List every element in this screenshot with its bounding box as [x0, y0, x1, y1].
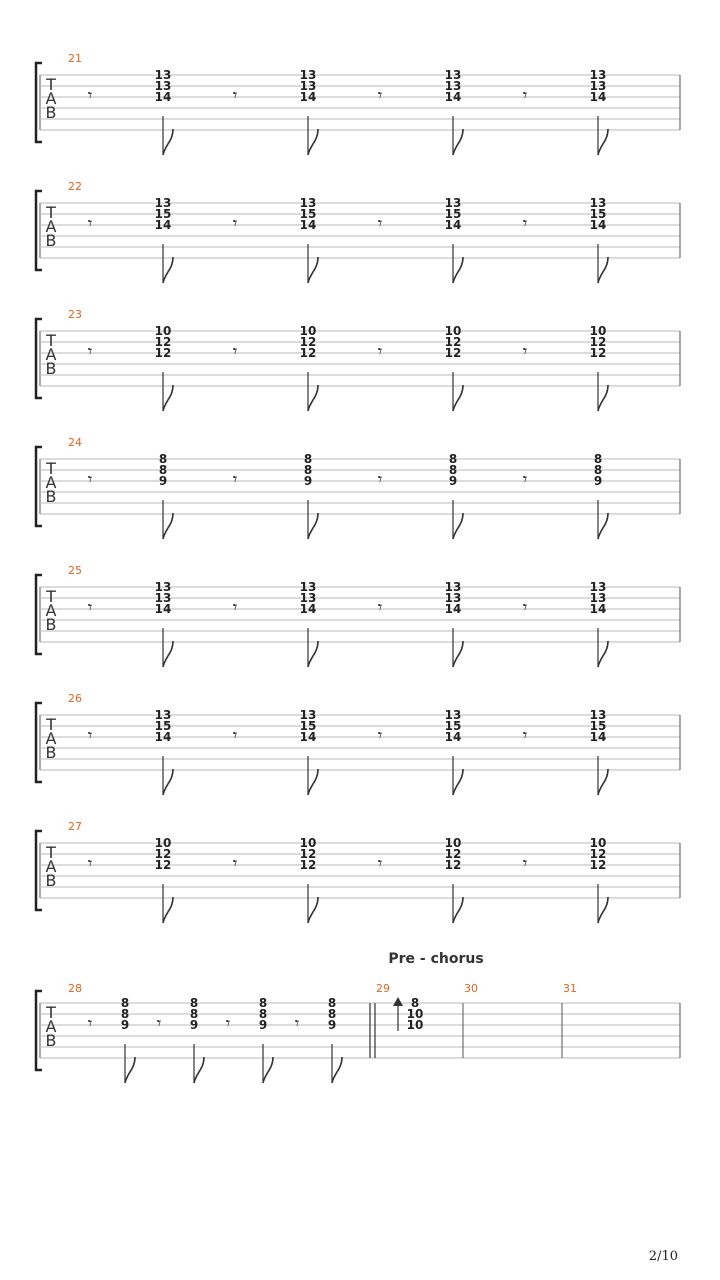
fret-number: 13 — [589, 591, 607, 605]
note-flag — [453, 129, 463, 155]
note-flag — [598, 641, 608, 667]
fret-number: 12 — [589, 858, 607, 872]
note-flag — [163, 641, 173, 667]
fret-number: 13 — [444, 68, 462, 82]
note-flag — [194, 1057, 204, 1083]
fret-number: 8 — [327, 996, 337, 1010]
tab-system — [36, 436, 680, 539]
fret-number: 12 — [299, 346, 317, 360]
measure-number: 22 — [68, 180, 82, 193]
eighth-rest: 𝄾 — [377, 598, 383, 618]
tab-clef-letter: A — [45, 729, 57, 748]
eighth-rest: 𝄾 — [377, 86, 383, 106]
eighth-rest: 𝄾 — [232, 726, 238, 746]
note-flag — [598, 897, 608, 923]
fret-number: 8 — [189, 996, 199, 1010]
fret-number: 12 — [154, 858, 172, 872]
eighth-rest: 𝄾 — [522, 854, 528, 874]
fret-number: 13 — [154, 196, 172, 210]
tab-clef-letter: A — [45, 89, 57, 108]
note-flag — [125, 1057, 135, 1083]
tab-clef-letter: A — [45, 473, 57, 492]
tab-clef-letter: A — [45, 857, 57, 876]
eighth-rest: 𝄾 — [522, 342, 528, 362]
measure-number: 27 — [68, 820, 82, 833]
fret-number: 8 — [303, 463, 313, 477]
fret-number: 10 — [589, 836, 607, 850]
eighth-rest: 𝄾 — [156, 1014, 162, 1034]
fret-number: 10 — [589, 324, 607, 338]
section-label: Pre - chorus — [388, 951, 484, 967]
fret-number: 13 — [154, 591, 172, 605]
tab-system — [36, 692, 680, 795]
fret-number: 14 — [154, 90, 172, 104]
tab-clef-letter: T — [46, 203, 56, 222]
fret-number: 13 — [589, 196, 607, 210]
fret-number: 13 — [299, 591, 317, 605]
eighth-rest: 𝄾 — [377, 854, 383, 874]
tab-clef-letter: A — [45, 217, 57, 236]
measure-number: 26 — [68, 692, 82, 705]
upstroke-arrowhead — [393, 997, 403, 1006]
note-flag — [598, 769, 608, 795]
note-flag — [598, 385, 608, 411]
fret-number: 12 — [444, 858, 462, 872]
fret-number: 13 — [444, 580, 462, 594]
note-flag — [598, 513, 608, 539]
fret-number: 8 — [448, 463, 458, 477]
note-flag — [453, 769, 463, 795]
fret-number: 9 — [303, 474, 313, 488]
fret-number: 8 — [303, 452, 313, 466]
eighth-rest: 𝄾 — [87, 1014, 93, 1034]
tab-system — [36, 820, 680, 923]
tab-clef-letter: B — [45, 871, 57, 890]
note-flag — [453, 641, 463, 667]
note-flag — [308, 385, 318, 411]
tab-clef-letter: T — [46, 1003, 56, 1022]
tab-clef-letter: A — [45, 1017, 57, 1036]
fret-number: 12 — [444, 335, 462, 349]
fret-number: 9 — [158, 474, 168, 488]
fret-number: 8 — [158, 452, 168, 466]
fret-number: 13 — [299, 580, 317, 594]
fret-number: 12 — [299, 847, 317, 861]
fret-number: 14 — [589, 730, 607, 744]
eighth-rest: 𝄾 — [522, 470, 528, 490]
fret-number: 12 — [154, 847, 172, 861]
tab-clef-letter: T — [46, 587, 56, 606]
fret-number: 14 — [299, 602, 317, 616]
tab-clef-letter: T — [46, 715, 56, 734]
fret-number: 13 — [299, 79, 317, 93]
fret-number: 10 — [154, 836, 172, 850]
fret-number: 15 — [299, 207, 317, 221]
fret-number: 13 — [299, 708, 317, 722]
eighth-rest: 𝄾 — [87, 598, 93, 618]
fret-number: 14 — [154, 730, 172, 744]
fret-number: 9 — [189, 1018, 199, 1032]
eighth-rest: 𝄾 — [522, 726, 528, 746]
tab-system — [36, 180, 680, 283]
page-number: 2/10 — [648, 1249, 678, 1264]
fret-number: 13 — [154, 580, 172, 594]
note-flag — [163, 769, 173, 795]
eighth-rest: 𝄾 — [232, 470, 238, 490]
note-flag — [308, 641, 318, 667]
eighth-rest: 𝄾 — [232, 214, 238, 234]
measure-number: 31 — [563, 982, 577, 995]
fret-number: 9 — [258, 1018, 268, 1032]
fret-number: 15 — [154, 207, 172, 221]
fret-number: 13 — [589, 708, 607, 722]
eighth-rest: 𝄾 — [232, 86, 238, 106]
note-flag — [163, 385, 173, 411]
tab-clef-letter: B — [45, 103, 57, 122]
fret-number: 13 — [444, 196, 462, 210]
tab-clef-letter: T — [46, 331, 56, 350]
fret-number: 10 — [444, 324, 462, 338]
fret-number: 8 — [327, 1007, 337, 1021]
fret-number: 8 — [593, 452, 603, 466]
tab-clef-letter: B — [45, 743, 57, 762]
eighth-rest: 𝄾 — [232, 342, 238, 362]
tab-clef-letter: B — [45, 615, 57, 634]
fret-number: 13 — [589, 79, 607, 93]
fret-number: 10 — [299, 836, 317, 850]
fret-number: 13 — [444, 708, 462, 722]
note-flag — [453, 513, 463, 539]
fret-number: 12 — [299, 858, 317, 872]
fret-number: 13 — [589, 68, 607, 82]
fret-number: 13 — [154, 708, 172, 722]
fret-number: 12 — [154, 335, 172, 349]
eighth-rest: 𝄾 — [87, 726, 93, 746]
fret-number: 8 — [448, 452, 458, 466]
fret-number: 14 — [444, 90, 462, 104]
tab-clef-letter: B — [45, 487, 57, 506]
note-flag — [163, 513, 173, 539]
fret-number: 12 — [444, 346, 462, 360]
eighth-rest: 𝄾 — [522, 86, 528, 106]
fret-number: 12 — [299, 335, 317, 349]
measure-number: 23 — [68, 308, 82, 321]
note-flag — [163, 257, 173, 283]
fret-number: 13 — [444, 79, 462, 93]
eighth-rest: 𝄾 — [377, 726, 383, 746]
eighth-rest: 𝄾 — [87, 854, 93, 874]
fret-number: 12 — [444, 847, 462, 861]
eighth-rest: 𝄾 — [87, 86, 93, 106]
fret-number: 14 — [299, 90, 317, 104]
eighth-rest: 𝄾 — [87, 214, 93, 234]
fret-number: 14 — [154, 218, 172, 232]
note-flag — [453, 897, 463, 923]
fret-number: 14 — [299, 730, 317, 744]
tab-system — [36, 308, 680, 411]
tab-system-last — [36, 951, 680, 1083]
fret-number: 13 — [299, 68, 317, 82]
fret-number: 14 — [444, 602, 462, 616]
note-flag — [308, 129, 318, 155]
measure-number: 30 — [464, 982, 478, 995]
note-flag — [308, 769, 318, 795]
fret-number: 14 — [589, 218, 607, 232]
fret-number: 9 — [593, 474, 603, 488]
fret-number: 12 — [589, 335, 607, 349]
note-flag — [163, 897, 173, 923]
fret-number: 15 — [154, 719, 172, 733]
fret-number: 8 — [120, 996, 130, 1010]
note-flag — [163, 129, 173, 155]
fret-number: 9 — [120, 1018, 130, 1032]
fret-number: 14 — [444, 218, 462, 232]
fret-number: 13 — [154, 68, 172, 82]
tab-system — [36, 564, 680, 667]
eighth-rest: 𝄾 — [522, 598, 528, 618]
eighth-rest: 𝄾 — [87, 470, 93, 490]
tab-clef-letter: B — [45, 231, 57, 250]
measure-number: 29 — [376, 982, 390, 995]
measure-number: 28 — [68, 982, 82, 995]
fret-number: 8 — [593, 463, 603, 477]
note-flag — [332, 1057, 342, 1083]
fret-number: 12 — [589, 847, 607, 861]
note-flag — [453, 257, 463, 283]
eighth-rest: 𝄾 — [377, 214, 383, 234]
fret-number: 13 — [444, 591, 462, 605]
tab-clef-letter: B — [45, 1031, 57, 1050]
fret-number: 9 — [327, 1018, 337, 1032]
note-flag — [453, 385, 463, 411]
eighth-rest: 𝄾 — [87, 342, 93, 362]
tab-clef-letter: T — [46, 843, 56, 862]
fret-number: 8 — [258, 1007, 268, 1021]
fret-number: 13 — [299, 196, 317, 210]
fret-number: 10 — [154, 324, 172, 338]
fret-number: 8 — [158, 463, 168, 477]
fret-number: 12 — [589, 346, 607, 360]
fret-number: 8 — [120, 1007, 130, 1021]
fret-number: 14 — [589, 602, 607, 616]
measure-number: 24 — [68, 436, 82, 449]
tab-clef-letter: T — [46, 459, 56, 478]
measure-number: 21 — [68, 52, 82, 65]
eighth-rest: 𝄾 — [232, 854, 238, 874]
fret-number: 14 — [444, 730, 462, 744]
measure-number: 25 — [68, 564, 82, 577]
note-flag — [308, 897, 318, 923]
fret-number: 14 — [299, 218, 317, 232]
note-flag — [263, 1057, 273, 1083]
fret-number: 10 — [406, 1007, 424, 1021]
note-flag — [308, 257, 318, 283]
fret-number: 15 — [444, 207, 462, 221]
tab-system — [36, 52, 680, 155]
tab-clef-letter: A — [45, 601, 57, 620]
fret-number: 14 — [154, 602, 172, 616]
eighth-rest: 𝄾 — [225, 1014, 231, 1034]
tab-clef-letter: A — [45, 345, 57, 364]
eighth-rest: 𝄾 — [232, 598, 238, 618]
tab-clef-letter: T — [46, 75, 56, 94]
fret-number: 15 — [444, 719, 462, 733]
eighth-rest: 𝄾 — [377, 470, 383, 490]
fret-number: 13 — [589, 580, 607, 594]
note-flag — [308, 513, 318, 539]
fret-number: 15 — [589, 719, 607, 733]
tab-clef-letter: B — [45, 359, 57, 378]
eighth-rest: 𝄾 — [522, 214, 528, 234]
fret-number: 10 — [444, 836, 462, 850]
fret-number: 10 — [406, 1018, 424, 1032]
fret-number: 10 — [299, 324, 317, 338]
note-flag — [598, 257, 608, 283]
fret-number: 15 — [299, 719, 317, 733]
eighth-rest: 𝄾 — [294, 1014, 300, 1034]
fret-number: 15 — [589, 207, 607, 221]
fret-number: 12 — [154, 346, 172, 360]
fret-number: 8 — [258, 996, 268, 1010]
fret-number: 14 — [589, 90, 607, 104]
fret-number: 8 — [410, 996, 420, 1010]
fret-number: 8 — [189, 1007, 199, 1021]
note-flag — [598, 129, 608, 155]
eighth-rest: 𝄾 — [377, 342, 383, 362]
fret-number: 9 — [448, 474, 458, 488]
fret-number: 13 — [154, 79, 172, 93]
